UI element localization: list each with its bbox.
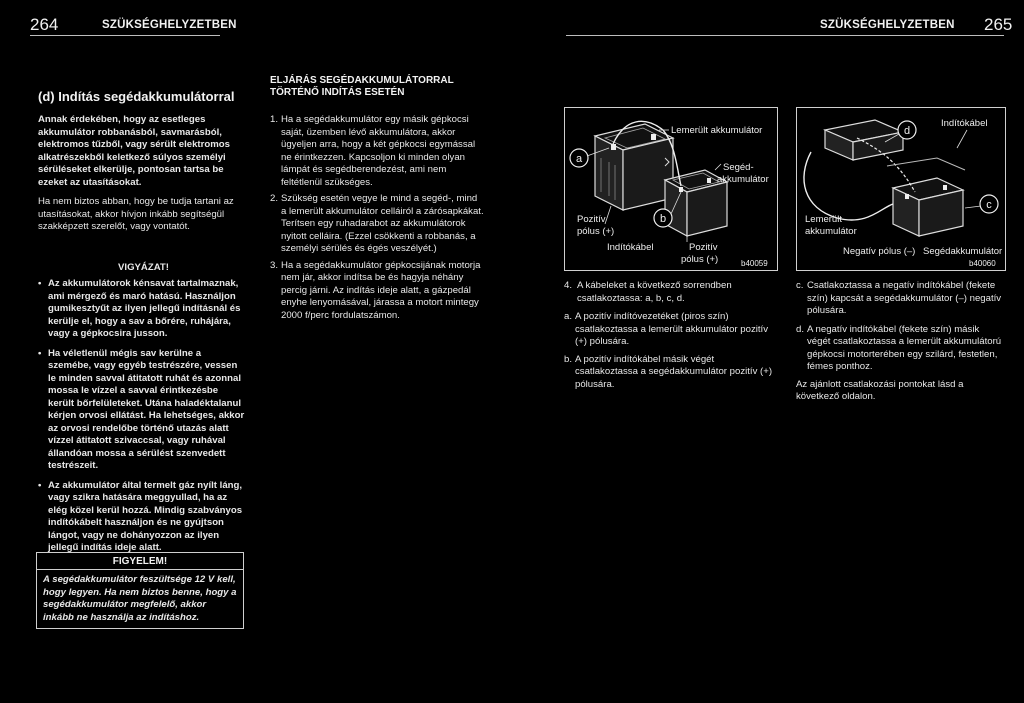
step-text: A kábeleket a következő sorrendben csatlakoztassa: a, b, c, d. — [577, 280, 732, 304]
procedure-substep — [564, 311, 778, 349]
callout-a-label: a — [575, 153, 583, 165]
right-page-number: 265 — [984, 15, 1013, 34]
reference-note: Az ajánlott csatlakozási pontokat lásd a következő oldalon. — [796, 378, 964, 402]
callout-b-label: b — [659, 213, 667, 225]
dead-battery-label: Lemerült akkumulátor — [671, 125, 763, 136]
positive-pole-label-1-line2: pólus (+) — [577, 226, 615, 237]
left-column — [38, 114, 246, 555]
figure-code: b40060 — [969, 259, 996, 268]
procedure-step — [270, 193, 484, 256]
caution-title: FIGYELEM! — [37, 553, 243, 570]
procedure-heading-line1: ELJÁRÁS SEGÉDAKKUMULÁTORRAL — [270, 75, 454, 86]
caution-box — [36, 552, 244, 629]
substep-text: Csatlakoztassa a negatív indítókábel (fekete szín) kapcsát a segédakkumulátor (–) negatív pólusára. — [807, 280, 1002, 316]
jumper-cable-label: Indítókábel — [607, 242, 654, 253]
procedure-step — [564, 280, 778, 305]
step-number: 4. — [564, 280, 573, 291]
step-text: Ha a segédakkumulátor gépkocsijának motorja nem jár, akkor indítsa be és hagyja néhány percig járni. Az indítás ideje alatt, a gázpedál enyhe lenyomásával, járassa a motort mintegy 2000 f/perc fordulatszámon. — [281, 259, 481, 321]
substep-label: c. — [796, 280, 804, 291]
procedure-step — [270, 260, 484, 323]
substep-label: d. — [796, 323, 805, 335]
positive-pole-label-2-line1: Pozitív — [689, 242, 718, 253]
substep-text: A pozitív indítóvezetéket (piros szín) csatlakoztassa a lemerült akkumulátor pozitív (+) pólusára. — [575, 311, 769, 347]
warning-bullet: • Az akkumulátor által termelt gáz nyílt láng, vagy szikra hatására meggyullad, ha az elég közel kerül hozzá. Mindig szabványos indítókábelt használjon és ne gyújtson lángot, vagy ne dohányozzon az ilyen jellegű indítás ideje alatt. — [38, 480, 246, 555]
procedure-substep — [796, 324, 1004, 374]
intro-paragraph: Annak érdekében, hogy az esetleges akkumulátor robbanásból, savmarásból, elektromos tűzből, vagy sérült elektromos alkatrészekből keletkező súlyos személyi sérüléseket elkerülje, pontosan tartsa be ezeket az utasításokat. — [38, 114, 230, 188]
figure-code: b40059 — [741, 259, 768, 268]
booster-label-line1: Segéd- — [723, 162, 754, 173]
figure-positive-connection — [564, 107, 778, 271]
left-header-rule — [30, 35, 220, 36]
dead-battery-label-line1: Lemerült — [805, 214, 842, 225]
left-running-title: SZÜKSÉGHELYZETBEN — [102, 19, 237, 31]
note-paragraph: Ha nem biztos abban, hogy be tudja tartani az utasításokat, akkor hívjon inkább segítségül szakképzett szerelőt, vagy vontatót. — [38, 196, 234, 232]
figure-negative-connection — [796, 107, 1006, 271]
step-text: Ha a segédakkumulátor egy másik gépkocsi saját, üzemben lévő akkumulátora, akkor ügyeljen arra, hogy a két gépkocsi egymással ne érintkezzen. Kapcsoljon ki minden olyan lámpát és segédberendezést, ami nem feltétlenül szükséges. — [281, 114, 476, 188]
procedure-substep — [564, 354, 778, 392]
positive-pole-label-1-line1: Pozitív — [577, 214, 606, 225]
substep-label: b. — [564, 353, 573, 365]
warning-title: VIGYÁZAT! — [118, 261, 169, 273]
right-running-title: SZÜKSÉGHELYZETBEN — [820, 19, 955, 31]
figure-negative-drawing — [797, 108, 1005, 270]
steps-column-4 — [796, 280, 1004, 404]
step-text: Szükség esetén vegye le mind a segéd-, mind a lemerült akkumulátor celláiról a zárósapkákat. Terítsen egy ruhadarabot az akkumulátorok nyitott celláira. (Ezzel csökkenti a robbanás, a személyi sérülés és égés veszélyét.) — [281, 193, 484, 254]
dead-battery-label-line2: akkumulátor — [805, 226, 857, 237]
section-heading: (d) Indítás segédakkumulátorral — [38, 89, 235, 104]
jumper-cable-label: Indítókábel — [941, 118, 988, 129]
warning-bullet: • Ha véletlenül mégis sav kerülne a szemébe, vagy egyéb testrészére, vessen le minden savval átitatott ruhát és azonnal mossa le vízzel a savval érintkezésbe került bőrfelületeket. Utána haladéktalanul kérjen orvosi ellátást. Ha lehetséges, akkor az orvosi rendelőbe történő utazás alatt vízzel átitatott szivaccsal, vagy ruhával állandóan mossa a sérülést szenvedett testrészeit. — [38, 348, 246, 473]
caution-text: A segédakkumulátor feszültsége 12 V kell, hogy legyen. Ha nem biztos benne, hogy a segédakkumulátor megfelelő, akkor inkább ne használja az indításhoz. — [43, 574, 237, 623]
substep-text: A pozitív indítókábel másik végét csatlakoztassa a segédakkumulátor pozitív (+) pólusára. — [575, 353, 773, 390]
procedure-substep — [796, 280, 1004, 318]
procedure-heading-line2: TÖRTÉNŐ INDÍTÁS ESETÉN — [270, 87, 405, 98]
dead-battery-illustration — [893, 178, 963, 236]
negative-pole-label: Negatív pólus (–) — [843, 246, 916, 257]
warning-bullet: • Az akkumulátorok kénsavat tartalmaznak, ami mérgező és maró hatású. Használjon gumikesztyűt az ilyen jellegű indításnál és kerülje el, hogy a sav a bőrére, ruhájára, vagy a gépkocsira jusson. — [38, 278, 246, 341]
dead-battery-illustration — [595, 124, 673, 210]
steps-column-3 — [564, 280, 778, 391]
callout-d-label: d — [903, 125, 911, 137]
step-number: 2. — [270, 193, 279, 204]
procedure-step — [270, 114, 484, 189]
figure-positive-drawing — [565, 108, 777, 270]
booster-battery-label: Segédakkumulátor — [923, 246, 1003, 257]
procedure-heading — [270, 75, 454, 99]
booster-battery-illustration — [825, 120, 903, 160]
positive-pole-label-2-line2: pólus (+) — [681, 254, 719, 265]
procedure-column — [270, 114, 484, 322]
step-number: 1. — [270, 114, 279, 125]
step-number: 3. — [270, 259, 279, 271]
negative-cable — [804, 152, 837, 218]
left-page-number: 264 — [30, 15, 59, 34]
substep-label: a. — [564, 311, 573, 322]
callout-c-label: c — [986, 199, 992, 211]
right-header-rule — [566, 35, 1004, 36]
substep-text: A negatív indítókábel (fekete szín) másik végét csatlakoztassa a lemerült akkumulátorú gépkocsi motorterében egy szilárd, festetlen, fémes ponthoz. — [807, 323, 1002, 372]
booster-label-line2: akkumulátor — [717, 174, 769, 185]
